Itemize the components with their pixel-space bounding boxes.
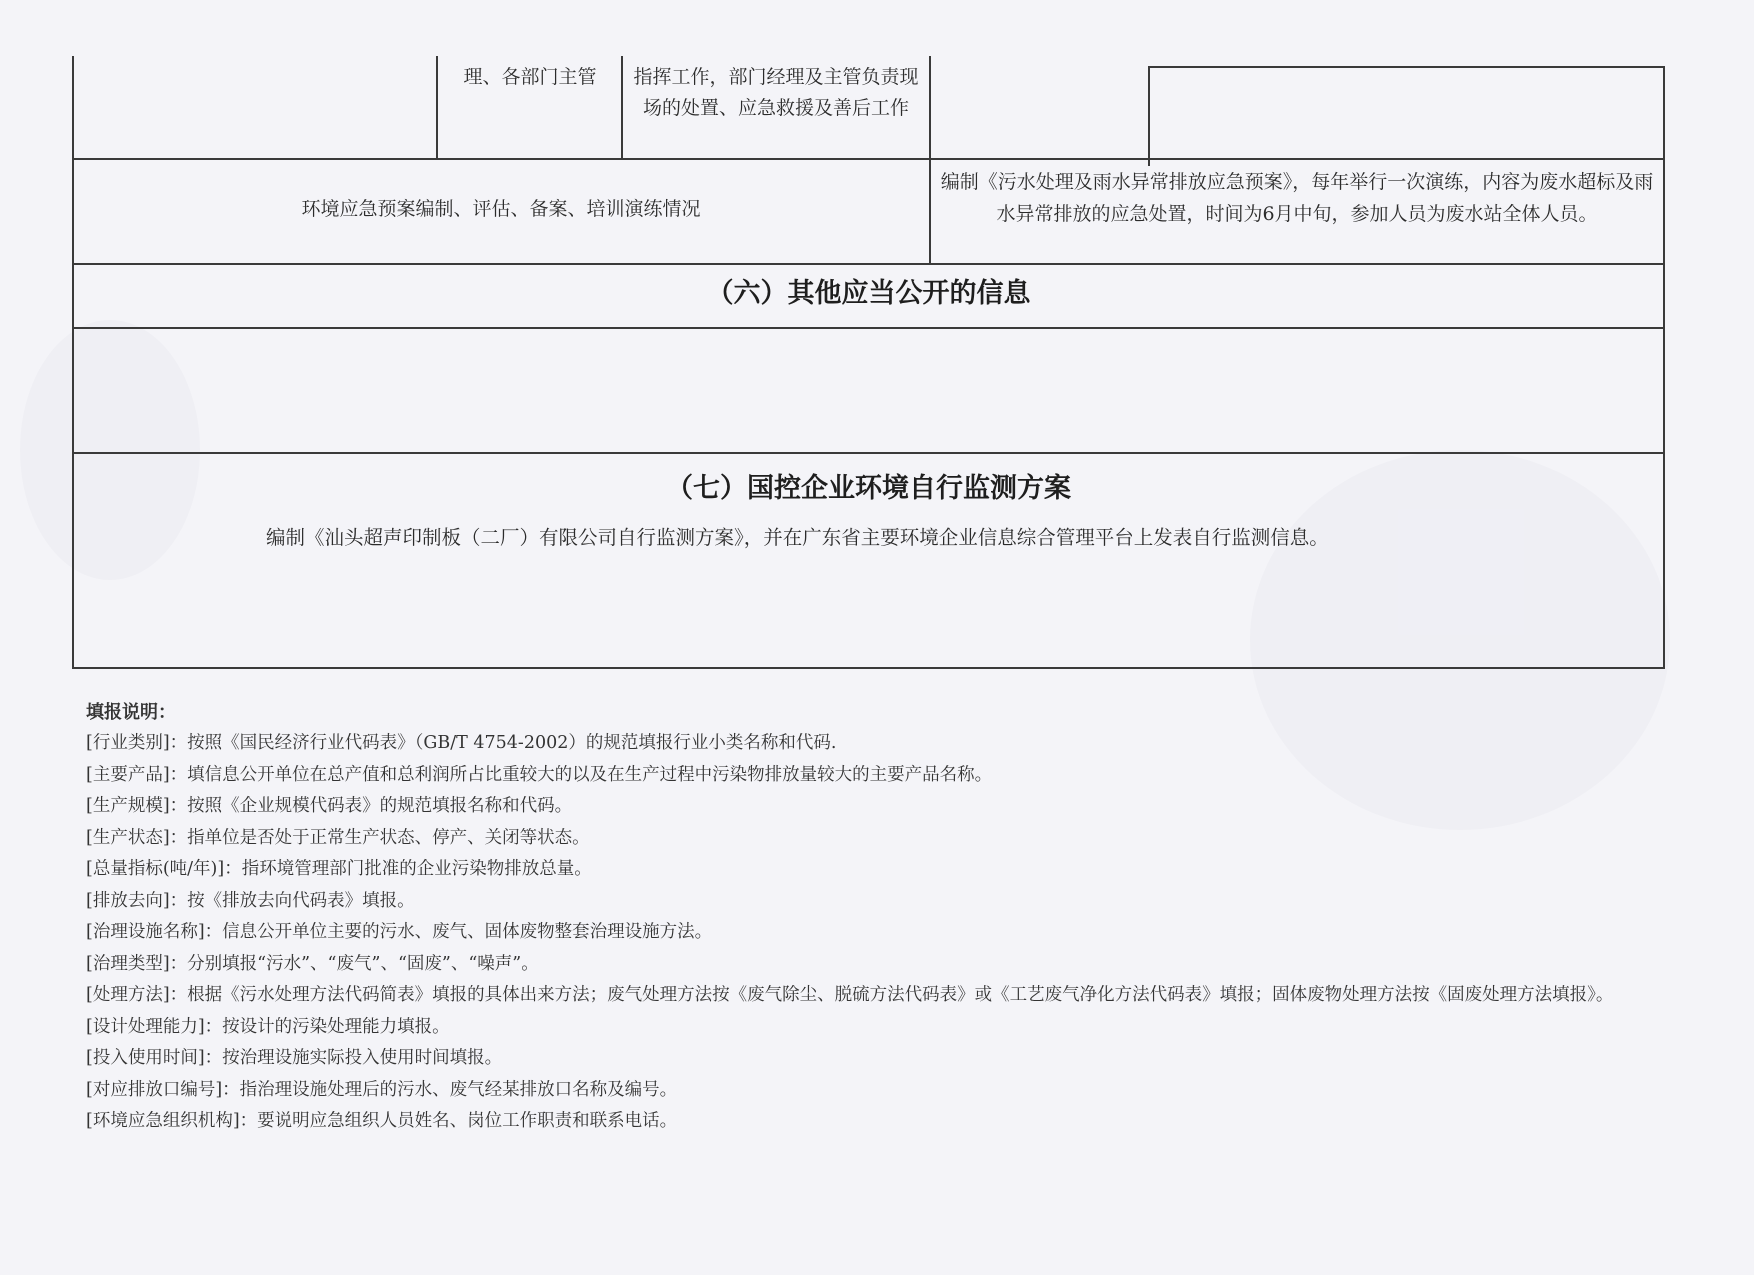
section7-heading: （七）国控企业环境自行监测方案 [666,473,1071,504]
filling-notes [86,698,1726,1138]
org-cell: 理、各部门主管 [463,66,597,88]
table-divider [1663,66,1665,166]
note-item: [环境应急组织机构]：要说明应急组织人员姓名、岗位工作职责和联系电话。 [86,1111,678,1131]
note-item: [对应排放口编号]：指治理设施处理后的污水、废气经某排放口名称及编号。 [86,1079,678,1100]
table-row-line [72,452,1665,454]
note-item: [行业类别]：按照《国民经济行业代码表》（GB/T 4754-2002）的规范填报行业小类名称和代码. [86,733,837,753]
duty-cell: 指挥工作，部门经理及主管负责现场的处置、应急救援及善后工作 [633,66,919,119]
note-item: [设计处理能力]：按设计的污染处理能力填报。 [86,1016,450,1037]
table-divider [1148,66,1150,166]
table-divider [929,56,931,264]
table-row-line [72,327,1665,329]
scan-smudge [20,320,200,580]
section7-content: 编制《汕头超声印制板（二厂）有限公司自行监测方案》，并在广东省主要环境企业信息综合管理平台上发表自行监测信息。 [266,526,1329,549]
table-border-right [1663,155,1665,668]
table-row-line [72,263,1665,265]
section6-heading: （六）其他应当公开的信息 [706,278,1031,309]
note-item: [治理设施名称]：信息公开单位主要的污水、废气、固体废物整套治理设施方法。 [86,922,713,942]
table-row-line [72,158,1665,160]
note-item: [总量指标(吨/年)]：指环境管理部门批准的企业污染物排放总量。 [86,859,592,879]
table-divider [436,56,438,160]
note-item: [投入使用时间]：按治理设施实际投入使用时间填报。 [86,1048,503,1068]
plan-row-label: 环境应急预案编制、评估、备案、培训演练情况 [301,198,701,220]
table-divider [621,56,623,160]
note-item: [生产规模]：按照《企业规模代码表》的规范填报名称和代码。 [86,796,573,816]
note-item: [治理类型]：分别填报“污水”、“废气”、“固废”、“噪声”。 [86,953,539,974]
note-item: [处理方法]：根据《污水处理方法代码简表》填报的具体出来方法；废气处理方法按《废气除尘、脱硫方法代码表》或《工艺废气净化方法代码表》填报；固体废物处理方法按《固废处理方法填报》。 [86,985,1614,1005]
note-item: [主要产品]：填信息公开单位在总产值和总利润所占比重较大的以及在生产过程中污染物排放量较大的主要产品名称。 [86,764,993,785]
note-item: [生产状态]：指单位是否处于正常生产状态、停产、关闭等状态。 [86,827,590,848]
notes-title: 填报说明： [86,702,176,723]
table-divider [1148,66,1664,68]
note-item: [排放去向]：按《排放去向代码表》填报。 [86,890,415,911]
table-row-line [72,667,1665,669]
table-border-left [72,56,74,668]
plan-row-value: 编制《污水处理及雨水异常排放应急预案》，每年举行一次演练，内容为废水超标及雨水异常排放的应急处置，时间为6月中旬，参加人员为废水站全体人员。 [940,171,1654,225]
